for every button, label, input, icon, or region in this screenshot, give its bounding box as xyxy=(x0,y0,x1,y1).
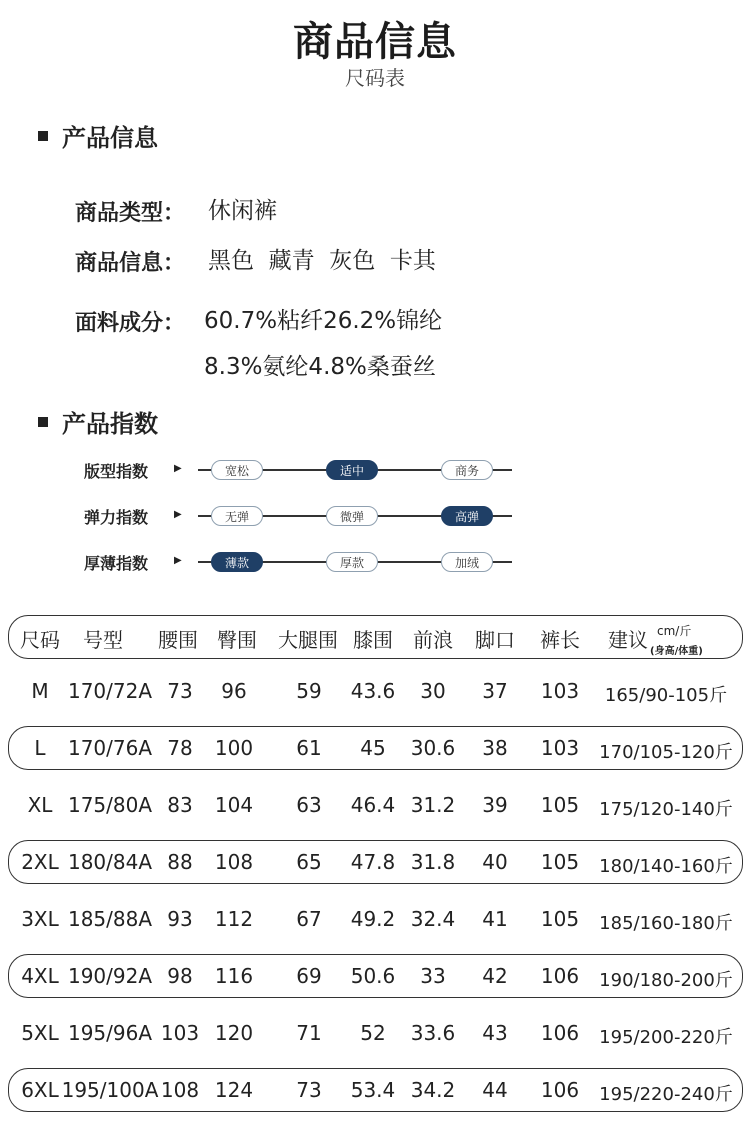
size-cell: M xyxy=(31,679,49,703)
product-index-heading xyxy=(38,404,158,439)
table-cell: 61 xyxy=(296,736,322,760)
index-option-selected: 薄款 xyxy=(211,552,263,572)
table-cell: 31.2 xyxy=(410,793,456,817)
fabric-label: 面料成分： xyxy=(75,311,186,336)
index-option: 加绒 xyxy=(441,552,493,572)
table-cell: 108 xyxy=(214,850,254,874)
table-header-cell: 膝围 xyxy=(353,628,393,652)
index-option: 商务 xyxy=(441,460,493,480)
table-cell: 170/72A xyxy=(67,679,153,703)
product-info-heading xyxy=(38,118,158,153)
table-cell: 59 xyxy=(296,679,322,703)
table-cell: 100 xyxy=(214,736,254,760)
table-cell: 71 xyxy=(296,1021,322,1045)
table-cell: 67 xyxy=(296,907,322,931)
table-cell: 190/180-200斤 xyxy=(599,970,733,991)
color-label: 商品信息： xyxy=(75,251,186,276)
table-cell: 52 xyxy=(360,1021,386,1045)
triangle-right-icon: ▶ xyxy=(174,509,182,520)
table-cell: 195/220-240斤 xyxy=(599,1084,733,1105)
table-header-cell: 臀围 xyxy=(217,628,257,652)
table-header-cell: 号型 xyxy=(83,628,123,652)
table-cell: 124 xyxy=(214,1078,254,1102)
table-cell: 105 xyxy=(540,793,580,817)
table-cell: 116 xyxy=(214,964,254,988)
table-cell: 180/84A xyxy=(67,850,153,874)
product-info-heading-text: 产品信息 xyxy=(62,124,158,152)
size-cell: 4XL xyxy=(21,964,59,988)
table-cell: 103 xyxy=(160,1021,200,1045)
table-cell: 190/92A xyxy=(67,964,153,988)
size-cell: 2XL xyxy=(21,850,59,874)
index-option: 厚款 xyxy=(326,552,378,572)
table-cell: 175/120-140斤 xyxy=(599,799,733,820)
table-cell: 195/200-220斤 xyxy=(599,1027,733,1048)
table-cell: 47.8 xyxy=(350,850,396,874)
table-cell: 63 xyxy=(296,793,322,817)
fabric-value: 60.7%粘纤26.2%锦纶 xyxy=(204,308,443,334)
table-cell: 104 xyxy=(214,793,254,817)
triangle-right-icon: ▶ xyxy=(174,463,182,474)
table-cell: 40 xyxy=(482,850,508,874)
table-cell: 112 xyxy=(214,907,254,931)
table-cell: 105 xyxy=(540,907,580,931)
color-value: 黑色 藏青 灰色 卡其 xyxy=(208,248,436,274)
table-cell: 165/90-105斤 xyxy=(604,685,728,706)
table-cell: 98 xyxy=(167,964,193,988)
size-cell: 6XL xyxy=(21,1078,59,1102)
table-cell: 43.6 xyxy=(350,679,396,703)
table-cell: 185/160-180斤 xyxy=(599,913,733,934)
table-cell: 32.4 xyxy=(410,907,456,931)
table-cell: 69 xyxy=(296,964,322,988)
table-header-cell: 裤长 xyxy=(540,628,580,652)
index-label: 弹力指数 xyxy=(84,508,149,527)
table-cell: 33.6 xyxy=(410,1021,456,1045)
table-cell: 96 xyxy=(221,679,247,703)
unit-sublabel: (身高/体重) xyxy=(650,646,703,657)
table-cell: 30 xyxy=(420,679,446,703)
table-cell: 170/76A xyxy=(67,736,153,760)
size-cell: 3XL xyxy=(21,907,59,931)
table-cell: 42 xyxy=(482,964,508,988)
table-cell: 73 xyxy=(296,1078,322,1102)
table-cell: 44 xyxy=(482,1078,508,1102)
size-cell: XL xyxy=(27,793,53,817)
table-cell: 103 xyxy=(540,736,580,760)
table-header-cell: 前浪 xyxy=(413,628,453,652)
table-cell: 38 xyxy=(482,736,508,760)
table-cell: 106 xyxy=(540,1078,580,1102)
size-cell: L xyxy=(34,736,46,760)
table-header-cell: 大腿围 xyxy=(278,628,338,652)
table-cell: 78 xyxy=(167,736,193,760)
table-cell: 195/100A xyxy=(61,1078,159,1102)
type-label: 商品类型： xyxy=(75,201,186,226)
table-cell: 41 xyxy=(482,907,508,931)
page-subtitle: 尺码表 xyxy=(345,66,405,90)
table-cell: 53.4 xyxy=(350,1078,396,1102)
table-cell: 33 xyxy=(420,964,446,988)
table-cell: 175/80A xyxy=(67,793,153,817)
index-option: 宽松 xyxy=(211,460,263,480)
index-option-selected: 高弹 xyxy=(441,506,493,526)
table-cell: 103 xyxy=(540,679,580,703)
table-cell: 105 xyxy=(540,850,580,874)
index-label: 版型指数 xyxy=(84,462,149,481)
index-option-selected: 适中 xyxy=(326,460,378,480)
table-cell: 43 xyxy=(482,1021,508,1045)
table-cell: 73 xyxy=(167,679,193,703)
table-cell: 30.6 xyxy=(410,736,456,760)
index-option: 微弹 xyxy=(326,506,378,526)
table-header-cell: 腰围 xyxy=(158,628,198,652)
table-cell: 83 xyxy=(167,793,193,817)
table-cell: 45 xyxy=(360,736,386,760)
table-cell: 31.8 xyxy=(410,850,456,874)
index-label: 厚薄指数 xyxy=(84,554,149,573)
table-cell: 106 xyxy=(540,964,580,988)
triangle-right-icon: ▶ xyxy=(174,555,182,566)
table-cell: 34.2 xyxy=(410,1078,456,1102)
table-cell: 49.2 xyxy=(350,907,396,931)
table-cell: 93 xyxy=(167,907,193,931)
index-option: 无弹 xyxy=(211,506,263,526)
table-cell: 108 xyxy=(160,1078,200,1102)
table-header-cell: 建议 xyxy=(608,628,648,652)
table-cell: 170/105-120斤 xyxy=(599,742,733,763)
page-title: 商品信息 xyxy=(293,19,457,65)
table-header-cell: 尺码 xyxy=(20,628,60,652)
table-cell: 39 xyxy=(482,793,508,817)
table-cell: 37 xyxy=(482,679,508,703)
table-cell: 88 xyxy=(167,850,193,874)
bullet-icon xyxy=(38,417,48,427)
table-cell: 195/96A xyxy=(67,1021,153,1045)
fabric-value-line2: 8.3%氨纶4.8%桑蚕丝 xyxy=(204,354,436,380)
table-cell: 185/88A xyxy=(67,907,153,931)
bullet-icon xyxy=(38,131,48,141)
table-cell: 180/140-160斤 xyxy=(599,856,733,877)
table-header-cell: 脚口 xyxy=(475,628,515,652)
table-cell: 120 xyxy=(214,1021,254,1045)
type-value: 休闲裤 xyxy=(208,198,277,224)
table-cell: 106 xyxy=(540,1021,580,1045)
table-cell: 46.4 xyxy=(350,793,396,817)
unit-label: cm/斤 xyxy=(657,624,692,638)
size-cell: 5XL xyxy=(21,1021,59,1045)
product-index-heading-text: 产品指数 xyxy=(62,410,158,438)
table-cell: 65 xyxy=(296,850,322,874)
table-cell: 50.6 xyxy=(350,964,396,988)
